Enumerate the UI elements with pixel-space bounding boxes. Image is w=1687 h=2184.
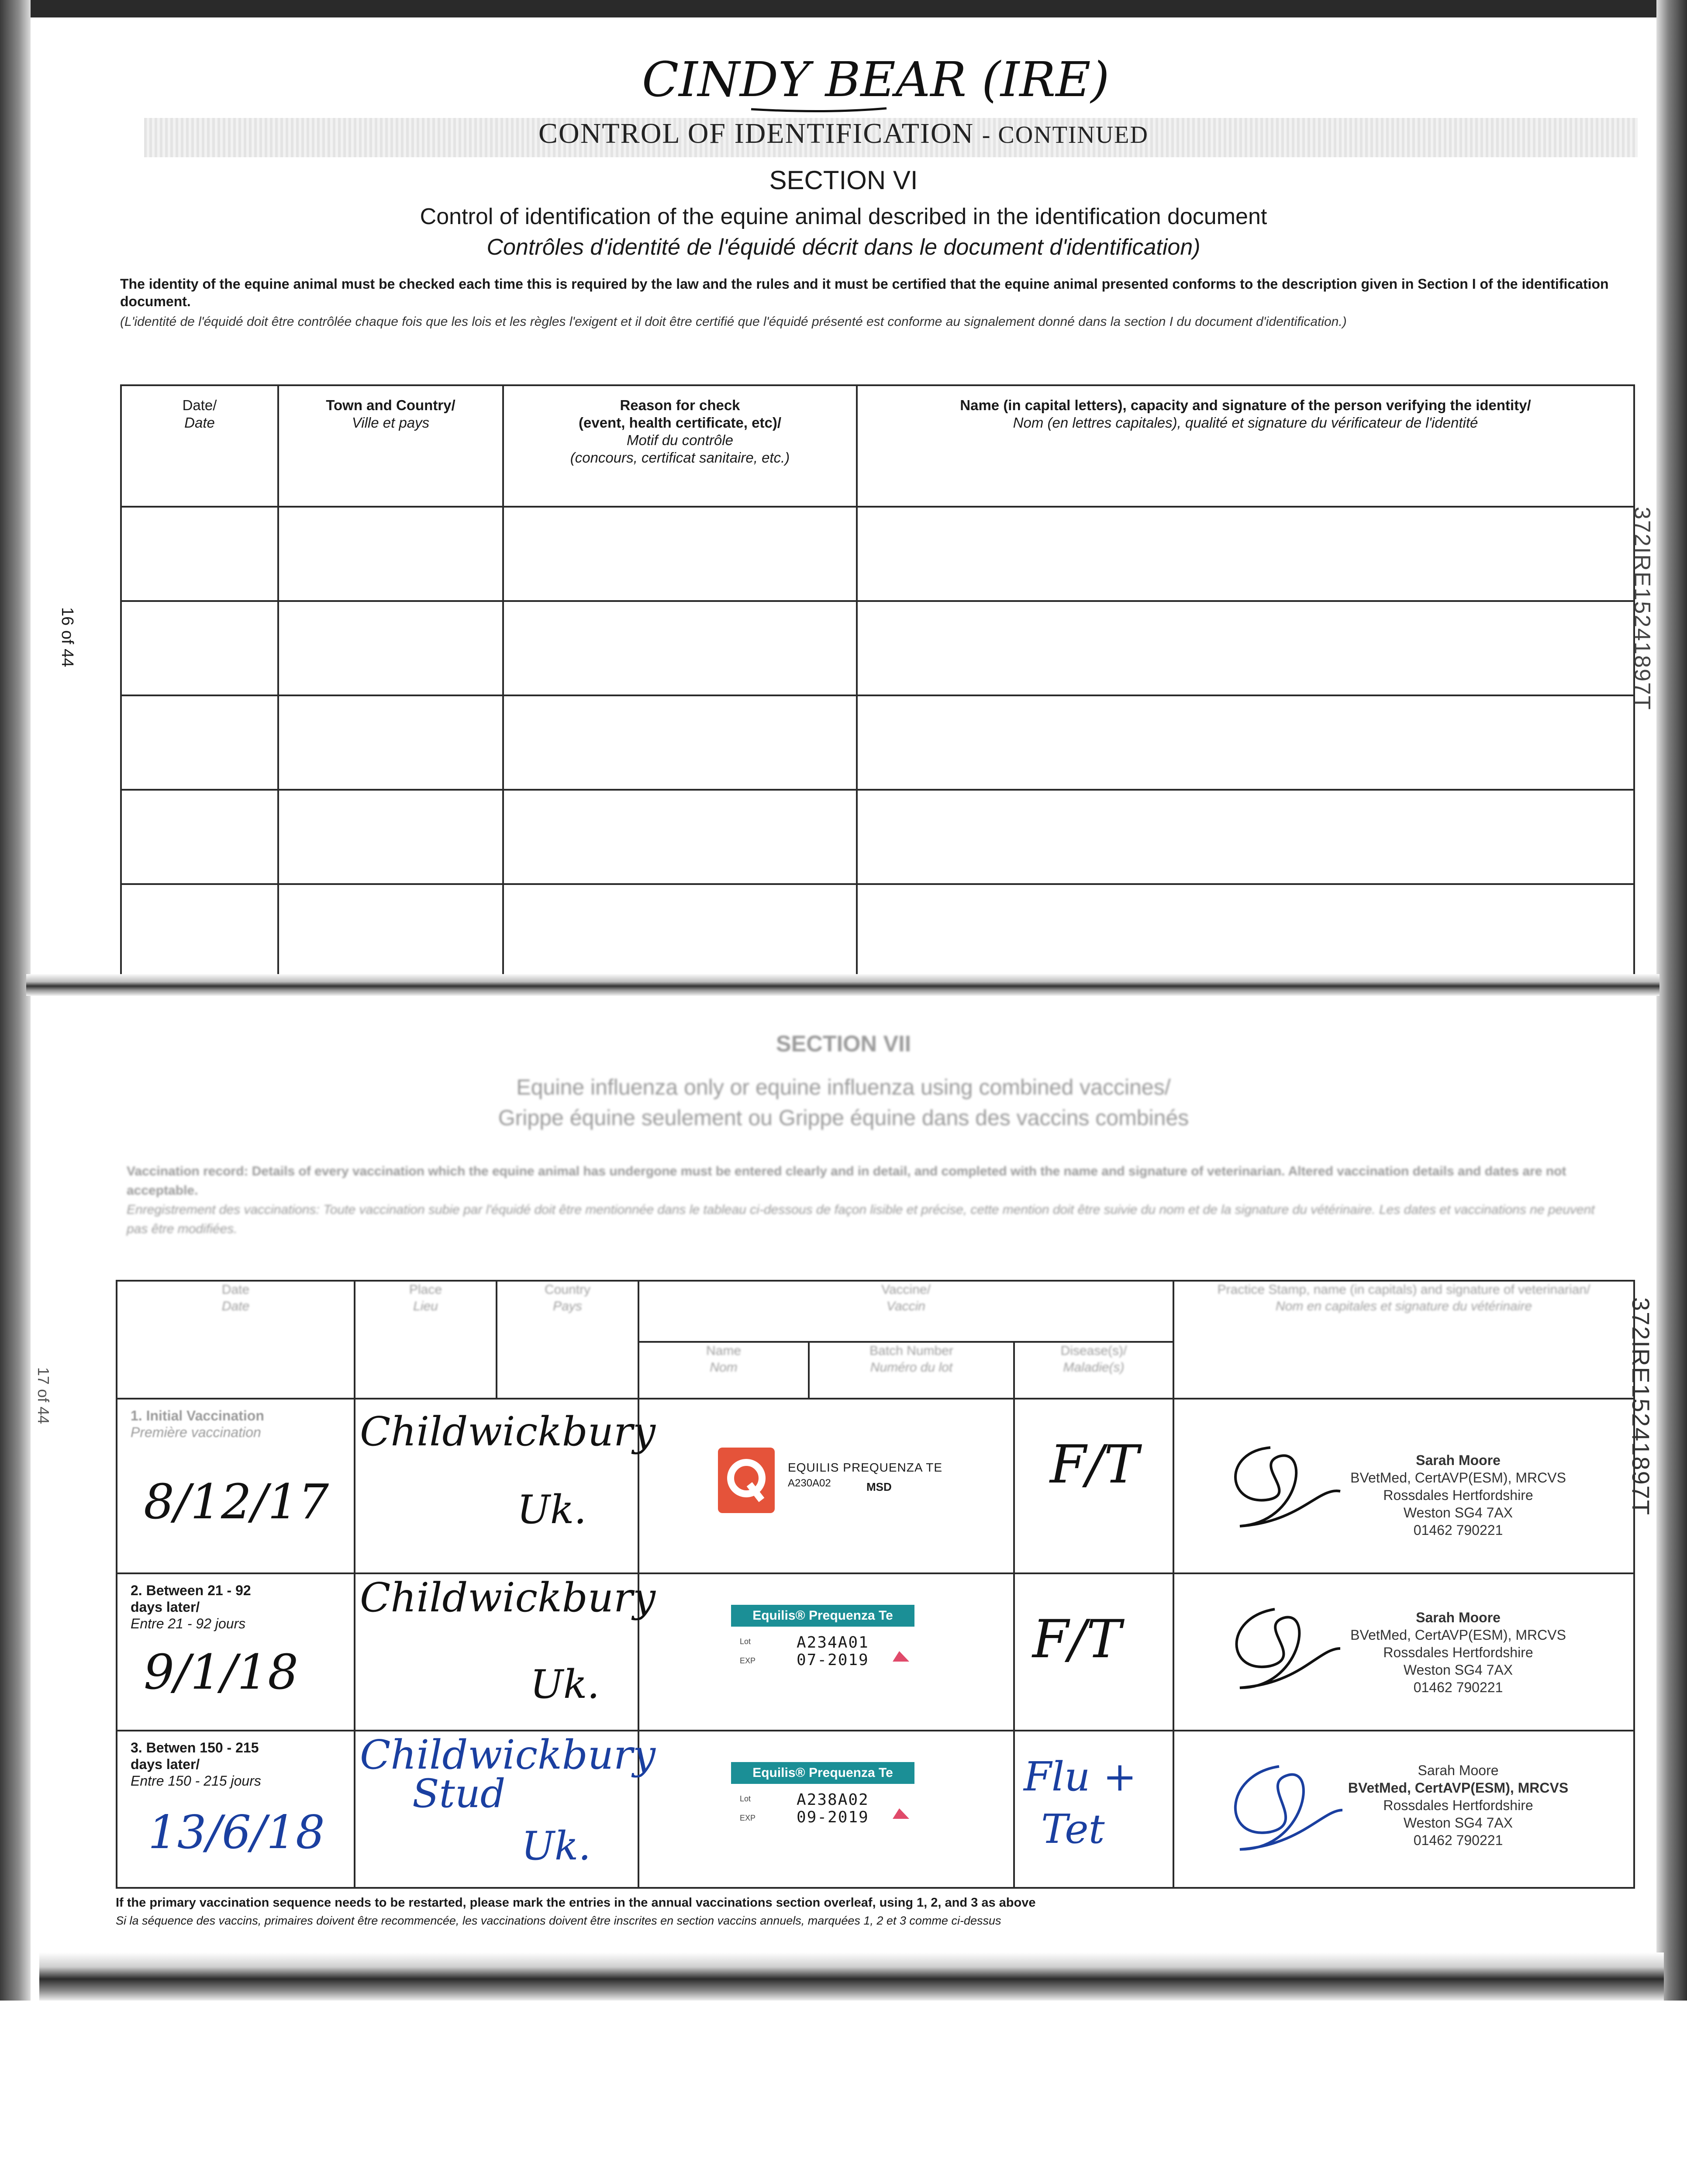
batch-number: A238A02: [797, 1791, 869, 1809]
table-cell[interactable]: [121, 601, 278, 695]
table-cell[interactable]: [278, 884, 503, 978]
row-label: 2. Between 21 - 92 days later/ Entre 21 - 92 jours: [131, 1583, 251, 1631]
table-cell[interactable]: [503, 695, 857, 790]
handwritten-place: Childwickbury: [360, 1731, 655, 1778]
vaccination-table: [116, 1280, 1635, 1889]
scan-edge-left: [0, 0, 31, 2031]
vaccination-row-3: [117, 1731, 1634, 1888]
section-vii-intro-en: Vaccination record: Details of every vaccination which the equine animal has undergone must be entered clearly and in detail, and completed with the name and signature of veterinarian. Altered vaccination details and dates are not acceptable.: [127, 1164, 1566, 1198]
vet-address: Weston SG4 7AX: [1403, 1662, 1513, 1678]
exp-label: EXP: [740, 1814, 756, 1822]
handwritten-date: 8/12/17: [144, 1474, 329, 1530]
col-date: Date/ Date: [121, 385, 278, 507]
table-cell[interactable]: [503, 601, 857, 695]
row-label: 3. Betwen 150 - 215 days later/ Entre 150 - 215 jours: [131, 1740, 261, 1789]
section-vii-subtitle-en: Equine influenza only or equine influenza using combined vaccines/: [516, 1075, 1171, 1099]
side-passport-number-bottom: 372IRE15241897T: [1627, 1297, 1655, 1516]
col-reason: Reason for check (event, health certificate, etc)/ Motif du contrôle (concours, certificat sanitaire, etc.): [503, 385, 857, 507]
row-label: 1. Initial Vaccination Première vaccination: [131, 1408, 264, 1440]
svg-text:CINDY BEAR (IRE): CINDY BEAR (IRE): [642, 52, 1110, 107]
row-disease-cell: [1014, 1399, 1173, 1573]
lot-label: Lot: [740, 1637, 751, 1646]
handwritten-disease-line2: Tet: [1041, 1806, 1105, 1852]
bottom-fold: [39, 1952, 1664, 2001]
row-stamp-cell: [1173, 1399, 1634, 1573]
section-vii-intro: [127, 1162, 1611, 1239]
table-row: [121, 601, 1634, 695]
handwritten-place: Childwickbury: [360, 1408, 655, 1455]
handwritten-place: Childwickbury: [360, 1574, 655, 1621]
table-cell[interactable]: [121, 790, 278, 884]
table-cell[interactable]: [121, 695, 278, 790]
vaccine-label-text: EQUILIS PREQUENZA TE: [788, 1461, 943, 1474]
row-disease-cell: [1014, 1731, 1173, 1888]
vac-col-stamp: Practice Stamp, name (in capitals) and signature of veterinarian/ Nom en capitales et signature du vétérinaire: [1173, 1281, 1634, 1399]
row-vaccine-cell: [638, 1399, 1014, 1573]
row-disease-cell: [1014, 1573, 1173, 1731]
table-cell[interactable]: [503, 884, 857, 978]
row-date-cell: [117, 1399, 355, 1573]
section-title: SECTION VI: [769, 166, 918, 195]
table-cell[interactable]: [121, 507, 278, 601]
row-place-country-cell: [355, 1731, 655, 1888]
vaccine-sticker: [731, 1605, 914, 1710]
table-cell[interactable]: [278, 790, 503, 884]
section-vii-title: SECTION VII: [776, 1031, 911, 1057]
table-row: [121, 507, 1634, 601]
vet-name: Sarah Moore: [1416, 1610, 1501, 1625]
vet-signature: [1214, 1758, 1345, 1858]
table-cell[interactable]: [857, 507, 1634, 601]
vaccine-batch-text: A230A02: [788, 1477, 831, 1489]
intro-text-en: The identity of the equine animal must be checked each time this is required by the law and the rules and it must be certified that the equine animal presented conforms to the description given in Section I of the identification document.: [120, 276, 1609, 309]
q-logo-glyph: [718, 1448, 775, 1513]
handwritten-date: 13/6/18: [148, 1806, 325, 1859]
handwritten-country: Uk.: [517, 1487, 586, 1533]
section-vii-intro-fr: Enregistrement des vaccinations: Toute vaccination subie par l'équidé doit être mentionnée dans le tableau ci-dessous de façon lisible et précise, cette mention doit être suivie du nom et de la signature du vétérinaire. Les dates et vaccinations ne peuvent pas être modifiées.: [127, 1203, 1595, 1236]
vet-signature: [1214, 1439, 1345, 1539]
vet-address: Weston SG4 7AX: [1403, 1505, 1513, 1521]
table-cell[interactable]: [857, 884, 1634, 978]
handwritten-country: Uk.: [530, 1662, 600, 1707]
msd-logo-text: MSD: [866, 1480, 892, 1493]
table-row: [121, 884, 1634, 978]
side-passport-number-top: 372IRE15241897T: [1629, 507, 1655, 711]
vet-stamp: [1214, 1587, 1607, 1731]
row-date-cell: [117, 1731, 355, 1888]
section-vii-subtitle-fr: Grippe équine seulement ou Grippe équine dans des vaccins combinés: [498, 1106, 1189, 1130]
page-number-top: 16 of 44: [58, 607, 76, 667]
control-title: CONTROL OF IDENTIFICATION - CONTINUED: [538, 117, 1149, 149]
vac-col-batch: Batch Number Numéro du lot: [809, 1342, 1014, 1399]
row-stamp-cell: [1173, 1731, 1634, 1888]
vac-col-name: Name Nom: [638, 1342, 809, 1399]
vet-phone: 01462 790221: [1413, 1522, 1503, 1538]
table-cell[interactable]: [121, 884, 278, 978]
vet-qualifications: BVetMed, CertAVP(ESM), MRCVS: [1348, 1780, 1569, 1796]
vet-qualifications: BVetMed, CertAVP(ESM), MRCVS: [1350, 1627, 1566, 1643]
handwritten-horse-name: [642, 44, 1144, 127]
table-cell[interactable]: [278, 507, 503, 601]
table-row: [121, 790, 1634, 884]
identification-check-table: [120, 384, 1635, 979]
table-cell[interactable]: [278, 695, 503, 790]
vac-col-place: Place Lieu: [355, 1281, 497, 1399]
row-place-country-cell: [355, 1399, 655, 1573]
col-town-country: Town and Country/ Ville et pays: [278, 385, 503, 507]
handwritten-place-line2: Stud: [412, 1771, 506, 1817]
expiry-date: 07-2019: [797, 1651, 869, 1669]
vet-phone: 01462 790221: [1413, 1832, 1503, 1848]
subtitle-en: Control of identification of the equine animal described in the identification document: [420, 204, 1267, 229]
col-verifier-name: Name (in capital letters), capacity and signature of the person verifying the identity/ Nom (en lettres capitales), qualité et signature du vérificateur de l'identité: [857, 385, 1634, 507]
vaccine-sticker: [731, 1762, 914, 1867]
bottom-blank-strip: [0, 2001, 1687, 2184]
handwritten-disease: F/T: [1050, 1434, 1139, 1495]
page-fold: [26, 974, 1659, 996]
row-place-country-cell: [355, 1573, 655, 1731]
vet-practice: Rossdales Hertfordshire: [1383, 1645, 1533, 1660]
vet-practice: Rossdales Hertfordshire: [1383, 1797, 1533, 1813]
footnote-en: If the primary vaccination sequence needs to be restarted, please mark the entries in the annual vaccinations section overleaf, using 1, 2, and 3 as above: [116, 1896, 1036, 1910]
scan-edge-top: [0, 0, 1687, 17]
table-cell[interactable]: [503, 507, 857, 601]
vet-stamp: [1214, 1421, 1607, 1565]
row-stamp-cell: [1173, 1573, 1634, 1731]
vaccine-sticker-banner: Equilis® Prequenza Te: [731, 1762, 914, 1784]
subtitle-fr: Contrôles d'identité de l'équidé décrit dans le document d'identification): [486, 235, 1201, 260]
expiry-date: 09-2019: [797, 1808, 869, 1826]
table-cell[interactable]: [857, 601, 1634, 695]
vaccination-row-1: [117, 1399, 1634, 1573]
handwritten-country: Uk.: [521, 1823, 591, 1869]
vet-qualifications: BVetMed, CertAVP(ESM), MRCVS: [1350, 1470, 1566, 1486]
batch-number: A234A01: [797, 1634, 869, 1652]
scan-edge-right: [1656, 0, 1687, 2031]
vac-col-country: Country Pays: [497, 1281, 638, 1399]
vaccination-row-2: [117, 1573, 1634, 1731]
handwritten-disease: Flu +: [1024, 1753, 1137, 1800]
vac-col-vaccine: Vaccine/ Vaccin: [638, 1281, 1173, 1342]
sticker-mark: [893, 1651, 909, 1662]
page-number-bottom: 17 of 44: [34, 1367, 52, 1424]
row-vaccine-cell: [638, 1573, 1014, 1731]
row-vaccine-cell: [638, 1731, 1014, 1888]
vac-col-date: Date Date: [117, 1281, 355, 1399]
table-cell[interactable]: [503, 790, 857, 884]
vet-stamp: [1214, 1745, 1607, 1889]
row-date-cell: [117, 1573, 355, 1731]
lot-label: Lot: [740, 1794, 751, 1803]
sticker-mark: [893, 1808, 909, 1819]
table-cell[interactable]: [857, 790, 1634, 884]
vet-address: Weston SG4 7AX: [1403, 1815, 1513, 1831]
footnote-fr: Si la séquence des vaccins, primaires doivent être recommencée, les vaccinations doivent être inscrites en section vaccins annuels, marquées 1, 2 et 3 comme ci-dessus: [116, 1914, 1001, 1927]
vac-col-disease: Disease(s)/ Maladie(s): [1014, 1342, 1173, 1399]
table-row: [121, 695, 1634, 790]
vet-name: Sarah Moore: [1418, 1762, 1499, 1778]
handwritten-date: 9/1/18: [144, 1644, 299, 1700]
vet-signature: [1214, 1600, 1345, 1701]
intro-text-fr: (L'identité de l'équidé doit être contrôlée chaque fois que les lois et les règles l'exigent et il doit être certifié que l'équidé présenté est conforme au signalement donné dans la section I du document d'identification.): [120, 314, 1347, 329]
vet-phone: 01462 790221: [1413, 1679, 1503, 1695]
table-cell[interactable]: [278, 601, 503, 695]
vaccine-sticker-banner: Equilis® Prequenza Te: [731, 1605, 914, 1627]
vet-practice: Rossdales Hertfordshire: [1383, 1487, 1533, 1503]
q-logo-icon: [718, 1448, 775, 1513]
vet-name: Sarah Moore: [1416, 1452, 1501, 1468]
exp-label: EXP: [740, 1656, 756, 1665]
handwritten-disease: F/T: [1032, 1609, 1121, 1670]
table-cell[interactable]: [857, 695, 1634, 790]
